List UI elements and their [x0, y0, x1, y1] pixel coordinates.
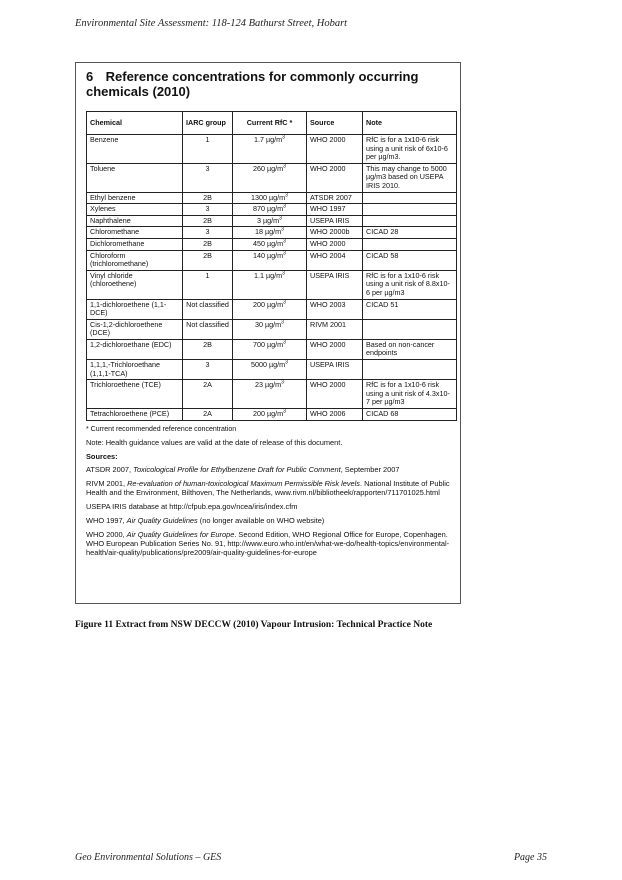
cell-source: USEPA IRIS	[307, 215, 363, 227]
table-row	[87, 299, 457, 319]
cell-iarc: 1	[183, 270, 233, 299]
cell-iarc: Not classified	[183, 299, 233, 319]
cell-rfc: 1.1 $\mu g/m^3$	[233, 270, 307, 299]
cell-chemical: Toluene	[87, 163, 183, 192]
cell-chemical: Xylenes	[87, 204, 183, 216]
cell-iarc: 2B	[183, 192, 233, 204]
cell-rfc: 18 $\mu g/m^3$	[233, 227, 307, 239]
cell-note: This may change to 5000 µg/m3 based on USEPA IRIS 2010.	[363, 163, 457, 192]
page-number: Page 35	[513, 852, 547, 863]
cell-note: RfC is for a 1x10-6 risk using a unit risk of 8.8x10-6 per µg/m3	[363, 270, 457, 299]
cell-note	[363, 319, 457, 339]
cell-note	[363, 238, 457, 250]
cell-iarc: 3	[183, 227, 233, 239]
source-entry: ATSDR 2007, Toxicological Profile for Ethylbenzene Draft for Public Comment, September 2007	[86, 465, 400, 474]
cell-rfc: 260 $\mu g/m^3$	[233, 163, 307, 192]
cell-rfc: 870 $\mu g/m^3$	[233, 204, 307, 216]
cell-note: CICAD 68	[363, 409, 457, 421]
table-row	[87, 250, 457, 270]
table-header-row	[87, 112, 457, 135]
cell-rfc: 140 $\mu g/m^3$	[233, 250, 307, 270]
cell-rfc: 1300 $\mu g/m^3$	[233, 192, 307, 204]
cell-rfc: 200 $\mu g/m^3$	[233, 409, 307, 421]
cell-note: CICAD 28	[363, 227, 457, 239]
cell-note	[363, 192, 457, 204]
cell-iarc: 2B	[183, 339, 233, 359]
cell-iarc: 2B	[183, 215, 233, 227]
cell-chemical: 1,2-dichloroethane (EDC)	[87, 339, 183, 359]
cell-iarc: 2A	[183, 409, 233, 421]
cell-source: WHO 2006	[307, 409, 363, 421]
figure-caption: Figure 11 Extract from NSW DECCW (2010) Vapour Intrusion: Technical Practice Note	[75, 620, 433, 630]
cell-chemical: Chloroform (trichloromethane)	[87, 250, 183, 270]
cell-note	[363, 215, 457, 227]
health-note: Note: Health guidance values are valid at the date of release of this document.	[86, 438, 343, 447]
cell-chemical: Chloromethane	[87, 227, 183, 239]
source-entry: WHO 1997, Air Quality Guidelines (no longer available on WHO website)	[86, 516, 325, 525]
cell-note: RfC is for a 1x10-6 risk using a unit risk of 6x10-6 per µg/m3.	[363, 135, 457, 164]
cell-source: WHO 2000	[307, 380, 363, 409]
table-row	[87, 227, 457, 239]
cell-chemical: Benzene	[87, 135, 183, 164]
table-row	[87, 215, 457, 227]
table-body	[87, 135, 457, 421]
cell-iarc: 3	[183, 204, 233, 216]
cell-iarc: 3	[183, 163, 233, 192]
cell-rfc: 200 $\mu g/m^3$	[233, 299, 307, 319]
cell-source: RIVM 2001	[307, 319, 363, 339]
table-row	[87, 192, 457, 204]
figure-extract	[75, 62, 461, 604]
table-row	[87, 270, 457, 299]
table-row	[87, 380, 457, 409]
col-header-rfc: Current RfC *	[233, 112, 307, 135]
table-row	[87, 163, 457, 192]
cell-source: WHO 2003	[307, 299, 363, 319]
cell-note: CICAD 51	[363, 299, 457, 319]
table-row	[87, 339, 457, 359]
col-header-chemical: Chemical	[87, 112, 183, 135]
source-entry: WHO 2000, Air Quality Guidelines for Europe. Second Edition, WHO Regional Office for Europe, Copenhagen. WHO European Publication Series No. 91, http://www.euro.who.int/en/what-we-do/health-topics/environmental-health/air-quality/publications/pre2009/air-quality-guidelines-for-europe	[86, 530, 450, 557]
cell-chemical: Vinyl chloride (chloroethene)	[87, 270, 183, 299]
cell-source: WHO 1997	[307, 204, 363, 216]
cell-source: WHO 2004	[307, 250, 363, 270]
section-title	[86, 69, 446, 99]
cell-iarc: 2A	[183, 380, 233, 409]
running-header: Environmental Site Assessment: 118-124 Bathurst Street, Hobart	[75, 18, 348, 29]
figure-notes	[86, 425, 454, 562]
cell-source: USEPA IRIS	[307, 270, 363, 299]
table-row	[87, 204, 457, 216]
table-row	[87, 135, 457, 164]
cell-note: CICAD 58	[363, 250, 457, 270]
cell-source: ATSDR 2007	[307, 192, 363, 204]
sources-list	[86, 465, 454, 557]
cell-rfc: 3 $\mu g/m^3$	[233, 215, 307, 227]
source-entry: RIVM 2001, Re-evaluation of human-toxicological Maximum Permissible Risk levels. National Institute of Public Health and the Environment, Bilthoven, The Netherlands, www.rivm.nl/bibliotheek/rapporten/711701025.html	[86, 479, 450, 497]
cell-iarc: 1	[183, 135, 233, 164]
table-footnote: * Current recommended reference concentration	[86, 426, 237, 433]
cell-chemical: Trichloroethene (TCE)	[87, 380, 183, 409]
cell-source: WHO 2000	[307, 135, 363, 164]
cell-source: USEPA IRIS	[307, 360, 363, 380]
table-row	[87, 360, 457, 380]
cell-rfc: 23 $\mu g/m^3$	[233, 380, 307, 409]
cell-rfc: 450 $\mu g/m^3$	[233, 238, 307, 250]
cell-rfc: 30 $\mu g/m^3$	[233, 319, 307, 339]
section-title-text: Reference concentrations for commonly occurring chemicals (2010)	[86, 69, 419, 99]
cell-chemical: Tetrachloroethene (PCE)	[87, 409, 183, 421]
cell-chemical: Ethyl benzene	[87, 192, 183, 204]
cell-note: RfC is for a 1x10-6 risk using a unit risk of 4.3x10-7 per µg/m3	[363, 380, 457, 409]
cell-rfc: 5000 $\mu g/m^3$	[233, 360, 307, 380]
cell-source: WHO 2000b	[307, 227, 363, 239]
cell-iarc: Not classified	[183, 319, 233, 339]
cell-iarc: 3	[183, 360, 233, 380]
cell-note: Based on non-cancer endpoints	[363, 339, 457, 359]
cell-iarc: 2B	[183, 238, 233, 250]
cell-note	[363, 360, 457, 380]
table-row	[87, 238, 457, 250]
col-header-iarc: IARC group	[183, 112, 233, 135]
section-number: 6	[86, 69, 94, 84]
cell-chemical: 1,1,1,-Trichloroethane (1,1,1-TCA)	[87, 360, 183, 380]
cell-rfc: 1.7 $\mu g/m^3$	[233, 135, 307, 164]
cell-chemical: Cis-1,2-dichloroethene (DCE)	[87, 319, 183, 339]
reference-table	[86, 111, 457, 421]
table-row	[87, 319, 457, 339]
source-entry: USEPA IRIS database at http://cfpub.epa.gov/ncea/iris/index.cfm	[86, 502, 298, 511]
sources-heading: Sources:	[86, 452, 118, 461]
footer-left: Geo Environmental Solutions – GES	[75, 852, 222, 863]
cell-chemical: Dichloromethane	[87, 238, 183, 250]
table-row	[87, 409, 457, 421]
cell-source: WHO 2000	[307, 238, 363, 250]
cell-rfc: 700 $\mu g/m^3$	[233, 339, 307, 359]
cell-note	[363, 204, 457, 216]
cell-source: WHO 2000	[307, 163, 363, 192]
col-header-note: Note	[363, 112, 457, 135]
cell-chemical: Naphthalene	[87, 215, 183, 227]
col-header-source: Source	[307, 112, 363, 135]
cell-iarc: 2B	[183, 250, 233, 270]
cell-source: WHO 2000	[307, 339, 363, 359]
cell-chemical: 1,1-dichloroethene (1,1-DCE)	[87, 299, 183, 319]
